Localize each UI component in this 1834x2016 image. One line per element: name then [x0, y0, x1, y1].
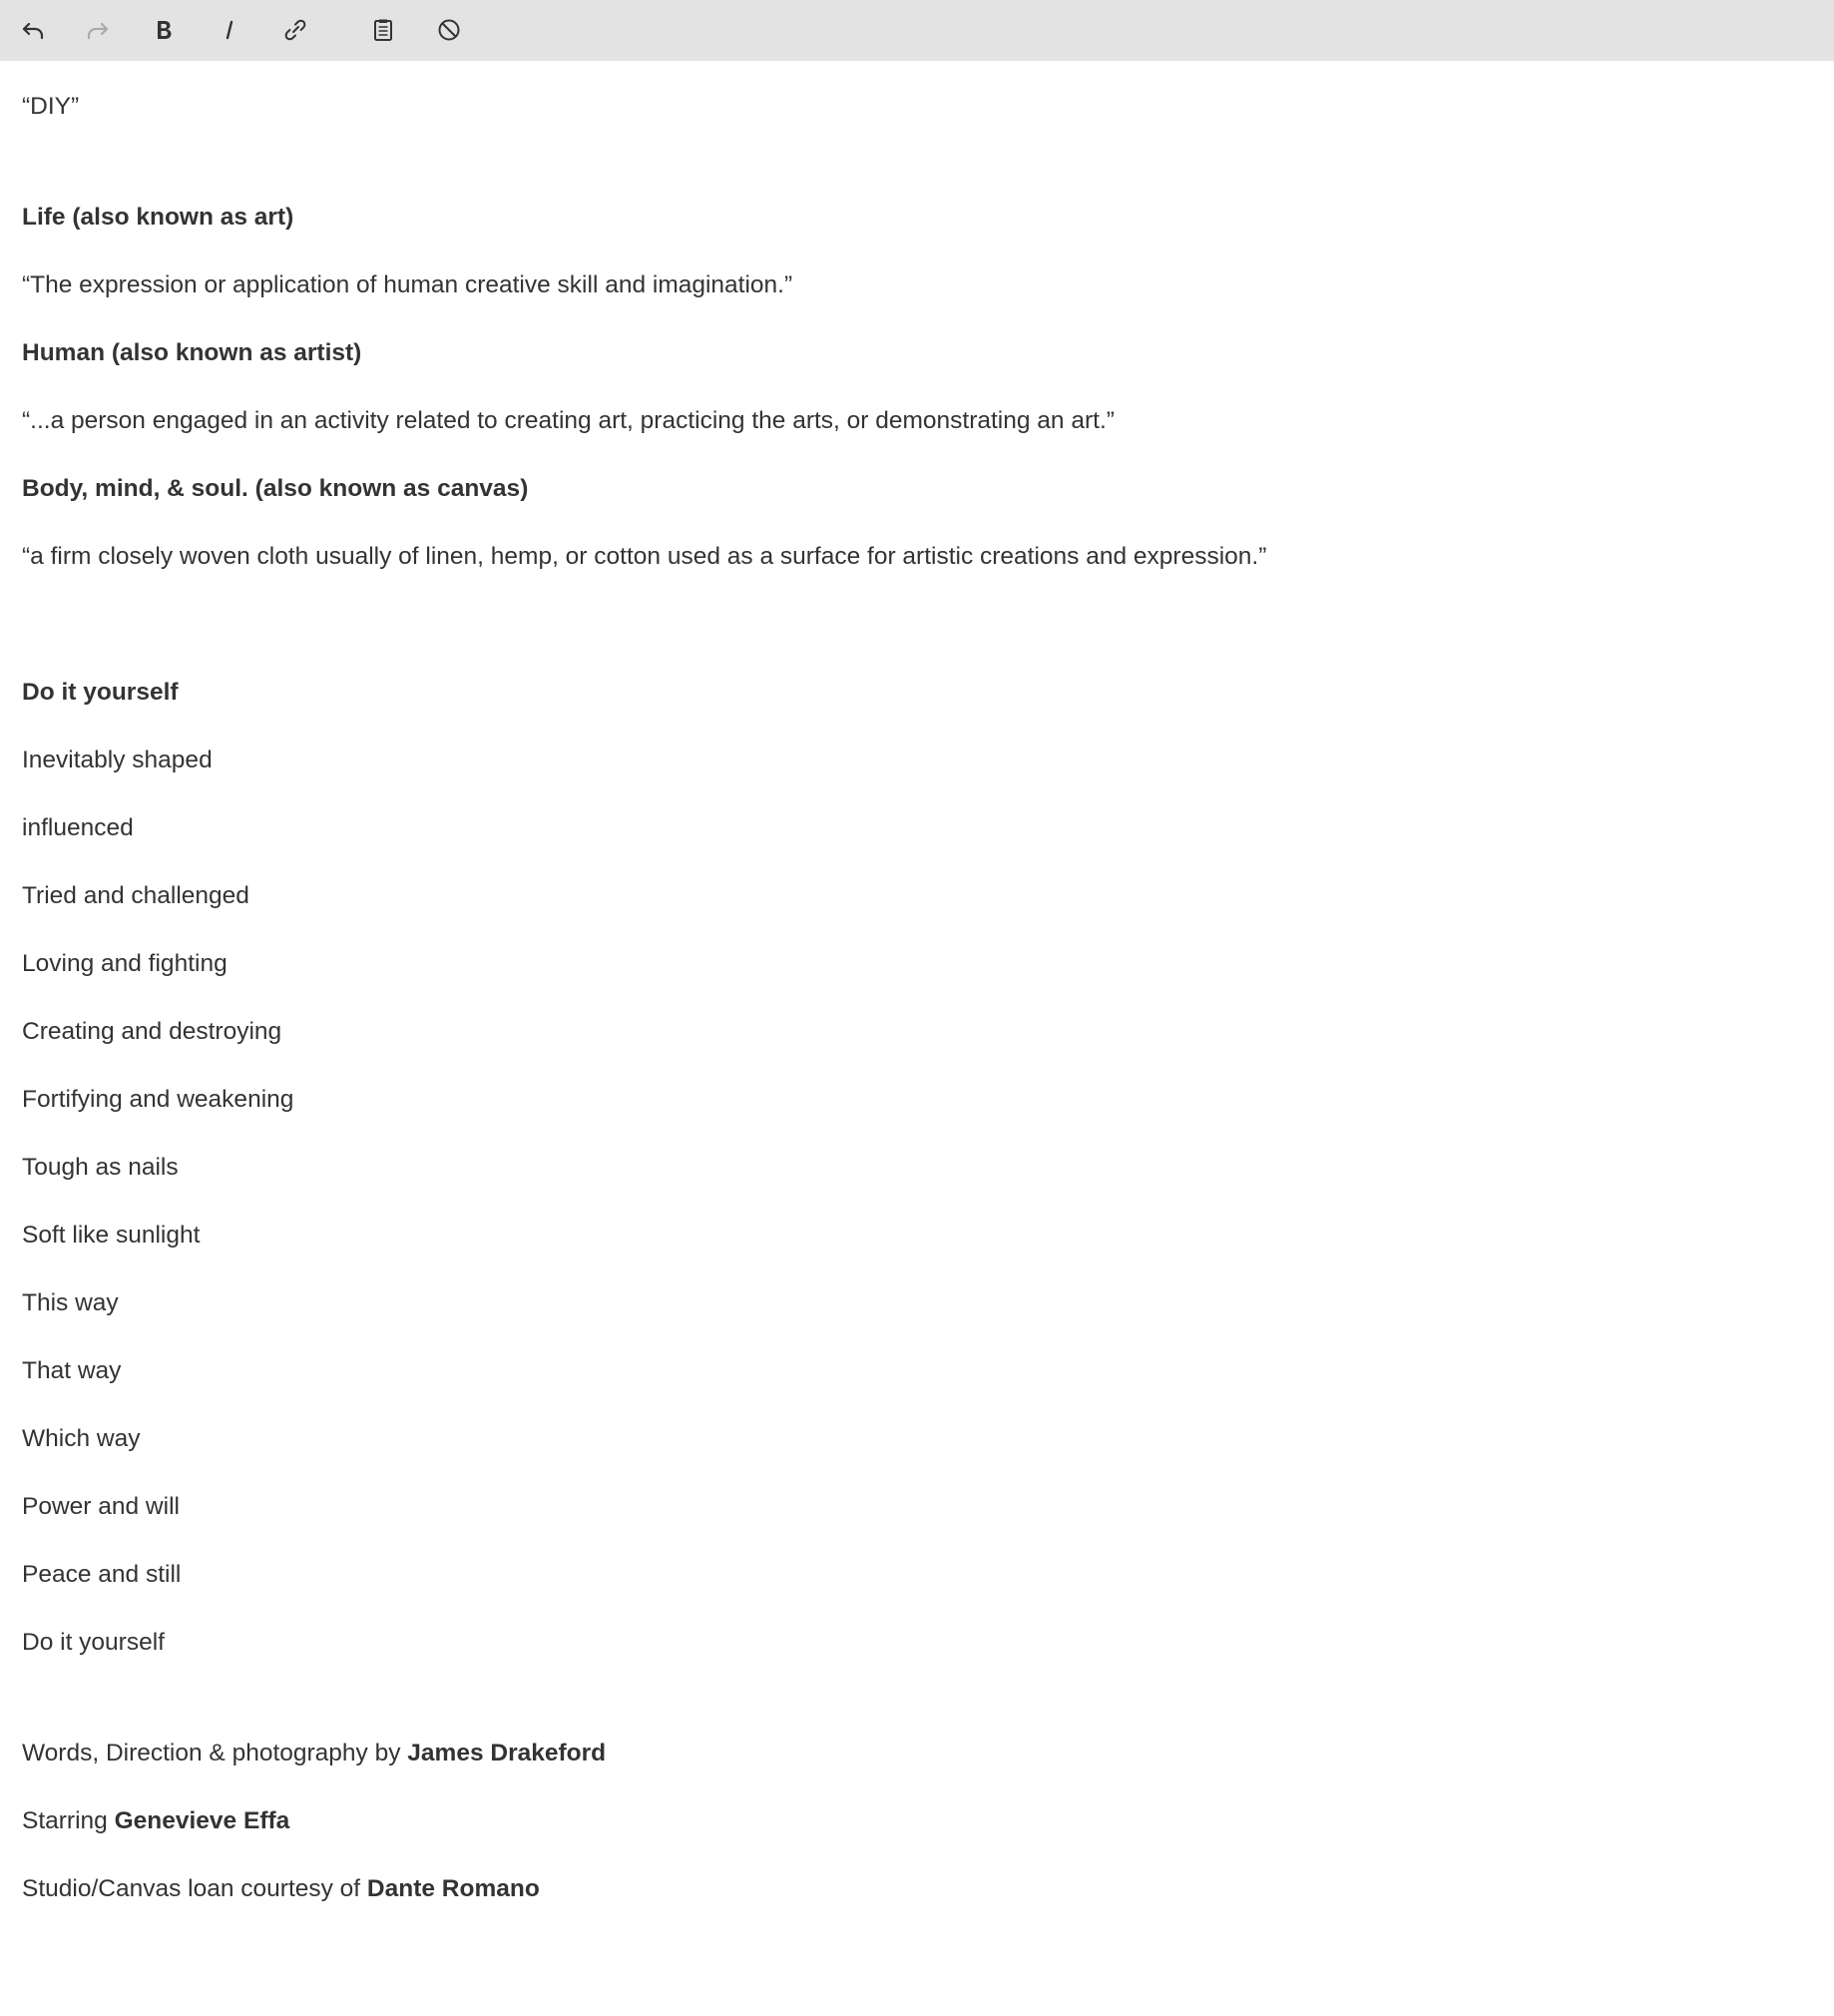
- undo-icon: [20, 17, 46, 43]
- body-heading: Body, mind, & soul. (also known as canvas): [22, 475, 529, 502]
- link-button[interactable]: [273, 8, 317, 52]
- poem-line: Do it yourself: [22, 1629, 165, 1656]
- credit-prefix: Starring: [22, 1807, 115, 1834]
- bold-icon: [151, 17, 177, 43]
- italic-button[interactable]: [208, 8, 251, 52]
- poem-line: Which way: [22, 1425, 141, 1452]
- editor-toolbar: [0, 0, 1834, 61]
- credit-line: [22, 1738, 606, 1769]
- human-definition: “...a person engaged in an activity related to creating art, practicing the arts, or demonstrating an art.”: [22, 407, 1115, 434]
- bold-button[interactable]: [142, 8, 186, 52]
- poem-line: Loving and fighting: [22, 950, 228, 977]
- clipboard-icon: [370, 17, 396, 43]
- credit-prefix: Studio/Canvas loan courtesy of: [22, 1875, 367, 1902]
- poem-line: Inevitably shaped: [22, 747, 213, 773]
- poem-line: Tough as nails: [22, 1154, 179, 1181]
- poem-line: Peace and still: [22, 1561, 182, 1588]
- credit-name: James Drakeford: [407, 1740, 607, 1766]
- redo-icon: [85, 17, 111, 43]
- italic-icon: [217, 17, 242, 43]
- poem-line: Soft like sunlight: [22, 1222, 201, 1249]
- poem-line: Power and will: [22, 1493, 180, 1520]
- redo-button[interactable]: [76, 8, 120, 52]
- life-heading: Life (also known as art): [22, 204, 294, 231]
- credit-prefix: Words, Direction & photography by: [22, 1740, 408, 1766]
- human-heading: Human (also known as artist): [22, 339, 362, 366]
- body-definition: “a firm closely woven cloth usually of linen, hemp, or cotton used as a surface for artistic creations and expression.”: [22, 543, 1267, 570]
- poem-line: That way: [22, 1357, 122, 1384]
- title: “DIY”: [22, 93, 80, 120]
- clear-format-button[interactable]: [427, 8, 471, 52]
- poem-line: Fortifying and weakening: [22, 1086, 294, 1113]
- undo-button[interactable]: [11, 8, 55, 52]
- poem-line: This way: [22, 1289, 119, 1316]
- poem-heading: Do it yourself: [22, 679, 179, 706]
- paste-button[interactable]: [361, 8, 405, 52]
- poem-line: Tried and challenged: [22, 882, 249, 909]
- credit-name: Dante Romano: [366, 1875, 540, 1902]
- poem-line: influenced: [22, 814, 134, 841]
- link-icon: [282, 17, 308, 43]
- credit-name: Genevieve Effa: [114, 1807, 290, 1834]
- credit-line: [22, 1873, 540, 1905]
- life-definition: “The expression or application of human creative skill and imagination.”: [22, 271, 793, 298]
- clear-format-icon: [436, 17, 462, 43]
- credit-line: [22, 1805, 289, 1837]
- poem-line: Creating and destroying: [22, 1018, 282, 1045]
